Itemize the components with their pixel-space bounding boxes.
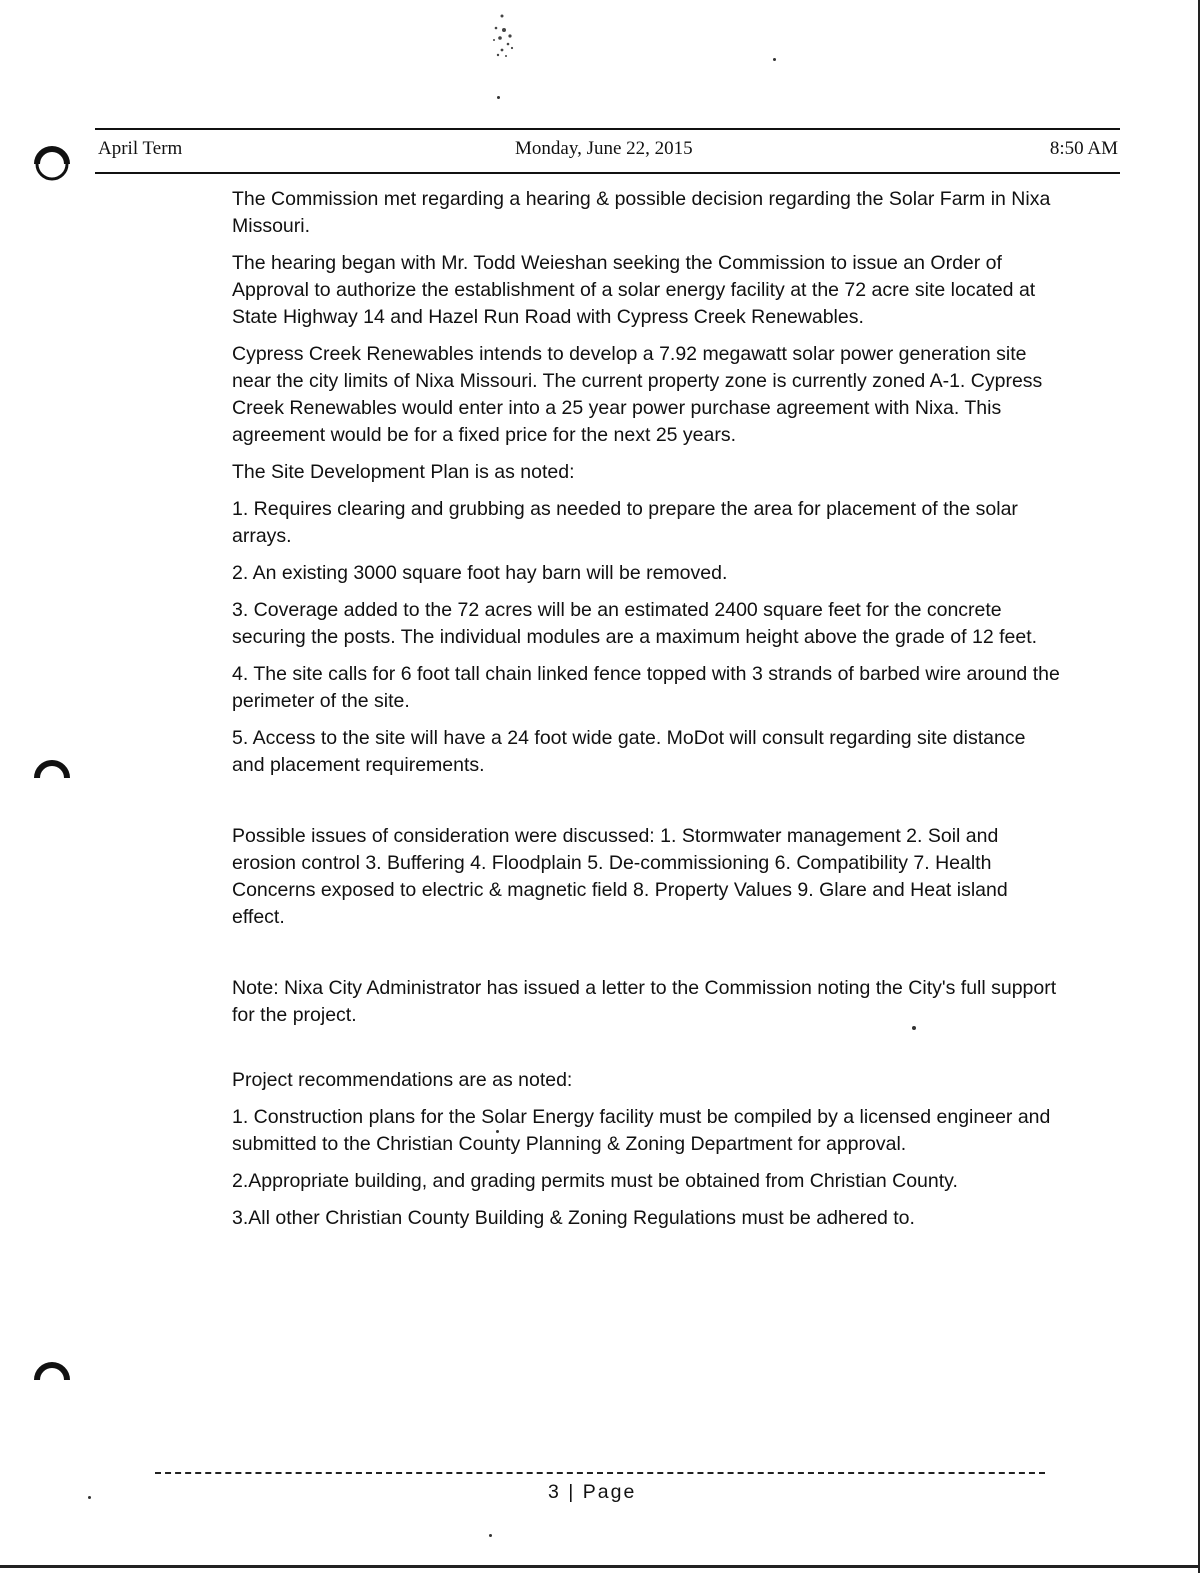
punch-hole-icon <box>32 748 72 788</box>
scan-speck <box>88 1496 91 1499</box>
meeting-time: 8:50 AM <box>1049 138 1118 159</box>
recommendation-item: 2.Appropriate building, and grading permits must be obtained from Christian County. <box>232 1170 958 1192</box>
page-border-bottom <box>0 1565 1200 1568</box>
header-rule-bottom <box>95 172 1120 174</box>
plan-item: 3. Coverage added to the 72 acres will be an estimated 2400 square feet for the concrete securing the posts. The individual modules are a maximum height above the grade of 12 feet. <box>232 599 1038 648</box>
header-rule-top <box>95 128 1120 130</box>
term-label: April Term <box>98 138 183 159</box>
paragraph-note: Note: Nixa City Administrator has issued a letter to the Commission noting the City's full support for the project. <box>232 977 1057 1026</box>
scan-speck <box>489 1534 492 1537</box>
punch-hole-icon <box>32 1350 72 1390</box>
recommendations-intro: Project recommendations are as noted: <box>232 1069 573 1091</box>
paragraph-hearing: The hearing began with Mr. Todd Weieshan seeking the Commission to issue an Order of Approval to authorize the establishment of a solar energy facility at the 72 acre site located at State Highway 14 and Hazel Run Road with Cypress Creek Renewables. <box>232 252 1036 328</box>
plan-item: 2. An existing 3000 square foot hay barn will be removed. <box>232 562 728 584</box>
paragraph-intro: The Commission met regarding a hearing & possible decision regarding the Solar Farm in Nixa Missouri. <box>232 188 1051 237</box>
footer-rule <box>155 1472 1045 1474</box>
scan-speck <box>497 96 500 99</box>
plan-item: 1. Requires clearing and grubbing as needed to prepare the area for placement of the solar arrays. <box>232 498 1018 547</box>
scan-speck <box>773 58 776 61</box>
minutes-body <box>232 186 1062 1242</box>
plan-item: 4. The site calls for 6 foot tall chain linked fence topped with 3 strands of barbed wire around the perimeter of the site. <box>232 663 1060 712</box>
paragraph-issues: Possible issues of consideration were discussed: 1. Stormwater management 2. Soil and erosion control 3. Buffering 4. Floodplain 5. De-commissioning 6. Compatibility 7. Health Concerns exposed to electric & magnetic field 8. Property Values 9. Glare and Heat island effect. <box>232 825 1008 928</box>
plan-item: 5. Access to the site will have a 24 foot wide gate. MoDot will consult regarding site distance and placement requirements. <box>232 727 1026 776</box>
meeting-date: Monday, June 22, 2015 <box>515 138 693 159</box>
scan-smudge <box>482 10 522 65</box>
paragraph-plan-intro: The Site Development Plan is as noted: <box>232 461 575 483</box>
punch-hole-icon <box>32 142 72 182</box>
paragraph-project: Cypress Creek Renewables intends to develop a 7.92 megawatt solar power generation site near the city limits of Nixa Missouri. The current property zone is currently zoned A-1. Cypress Creek Renewables would enter into a 25 year power purchase agreement with Nixa. This agreement would be for a fixed price for the next 25 years. <box>232 343 1043 446</box>
page-number: 3 | Page <box>548 1481 637 1503</box>
recommendation-item: 1. Construction plans for the Solar Energy facility must be compiled by a licensed engineer and submitted to the Christian County Planning & Zoning Department for approval. <box>232 1106 1051 1155</box>
recommendation-item: 3.All other Christian County Building & Zoning Regulations must be adhered to. <box>232 1207 915 1229</box>
